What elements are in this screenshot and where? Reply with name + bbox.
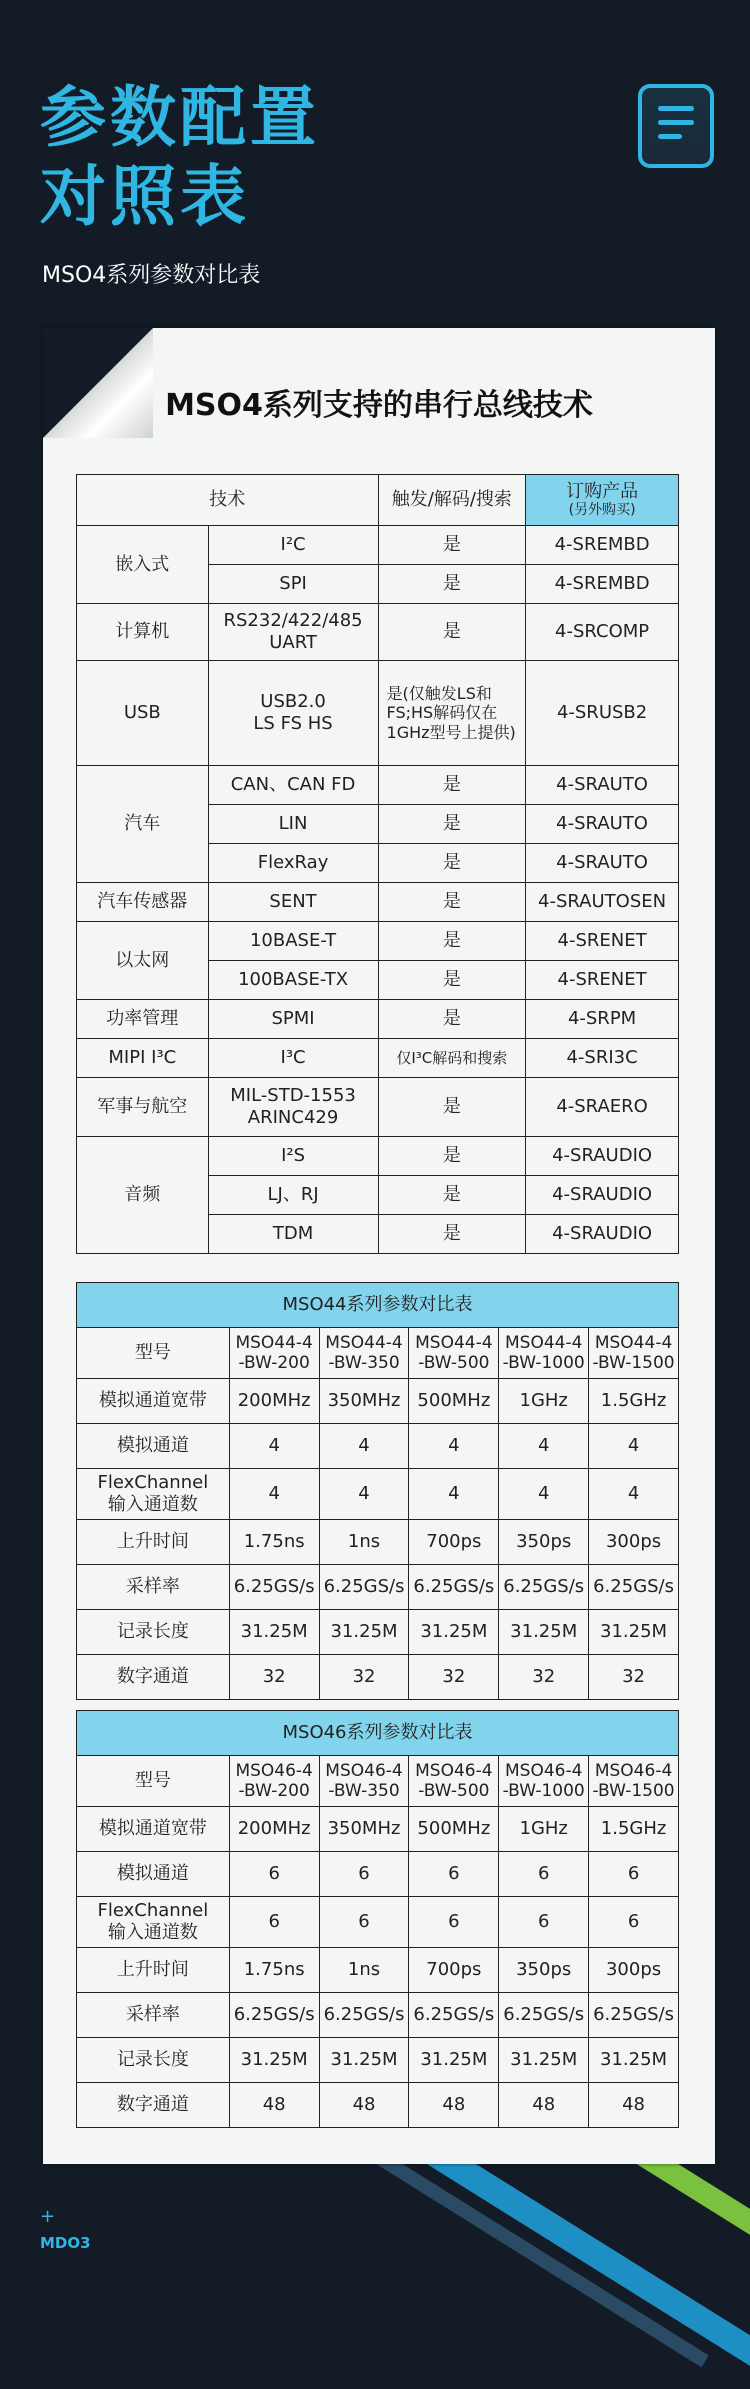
row-product: 4-SRAUDIO xyxy=(526,1215,679,1254)
value-cell: 4 xyxy=(499,1469,589,1520)
value-cell: 48 xyxy=(319,2083,409,2128)
row-trigger: 是 xyxy=(378,961,526,1000)
model-cell: MSO44-4 -BW-500 xyxy=(409,1328,499,1379)
value-cell: 6 xyxy=(589,1852,679,1897)
row-tech: 10BASE-T xyxy=(208,922,378,961)
model-cell: MSO46-4 -BW-200 xyxy=(229,1756,319,1807)
value-cell: 300ps xyxy=(589,1948,679,1993)
row-trigger: 仅I³C解码和搜索 xyxy=(378,1039,526,1078)
value-cell: 4 xyxy=(229,1469,319,1520)
row-trigger: 是 xyxy=(378,1137,526,1176)
value-cell: 1.75ns xyxy=(229,1948,319,1993)
value-cell: 31.25M xyxy=(229,1610,319,1655)
value-cell: 1.5GHz xyxy=(589,1379,679,1424)
value-cell: 6 xyxy=(319,1897,409,1948)
value-cell: 32 xyxy=(499,1655,589,1700)
value-cell: 32 xyxy=(229,1655,319,1700)
value-cell: 6 xyxy=(409,1897,499,1948)
row-trigger: 是 xyxy=(378,766,526,805)
row-category: 功率管理 xyxy=(77,1000,209,1039)
value-cell: 48 xyxy=(409,2083,499,2128)
serial-bus-table xyxy=(76,474,679,1254)
row-product: 4-SRAERO xyxy=(526,1078,679,1137)
value-cell: 4 xyxy=(409,1424,499,1469)
row-tech: I²C xyxy=(208,526,378,565)
row-trigger: 是 xyxy=(378,1078,526,1137)
row-trigger: 是 xyxy=(378,844,526,883)
value-cell: 500MHz xyxy=(409,1807,499,1852)
value-cell: 6.25GS/s xyxy=(589,1565,679,1610)
value-cell: 6.25GS/s xyxy=(319,1993,409,2038)
row-product: 4-SRUSB2 xyxy=(526,661,679,766)
row-product: 4-SRAUDIO xyxy=(526,1137,679,1176)
row-trigger: 是 xyxy=(378,1000,526,1039)
row-trigger: 是 xyxy=(378,805,526,844)
row-category: 军事与航空 xyxy=(77,1078,209,1137)
row-product: 4-SRAUTO xyxy=(526,766,679,805)
value-cell: 200MHz xyxy=(229,1379,319,1424)
spec-label: 模拟通道 xyxy=(77,1424,230,1469)
row-tech: LJ、RJ xyxy=(208,1176,378,1215)
row-product: 4-SRI3C xyxy=(526,1039,679,1078)
value-cell: 1GHz xyxy=(499,1807,589,1852)
model-cell: MSO46-4 -BW-1000 xyxy=(499,1756,589,1807)
row-tech: TDM xyxy=(208,1215,378,1254)
row-trigger: 是 xyxy=(378,526,526,565)
value-cell: 48 xyxy=(229,2083,319,2128)
spec-label: 模拟通道宽带 xyxy=(77,1807,230,1852)
value-cell: 31.25M xyxy=(409,2038,499,2083)
row-category: 嵌入式 xyxy=(77,526,209,604)
row-tech: I²S xyxy=(208,1137,378,1176)
value-cell: 31.25M xyxy=(229,2038,319,2083)
row-tech: FlexRay xyxy=(208,844,378,883)
row-trigger: 是 xyxy=(378,1215,526,1254)
value-cell: 4 xyxy=(589,1469,679,1520)
spec-label: 采样率 xyxy=(77,1565,230,1610)
value-cell: 6 xyxy=(229,1897,319,1948)
row-tech: USB2.0 LS FS HS xyxy=(208,661,378,766)
header-tech: 技术 xyxy=(77,475,379,526)
model-cell: MSO44-4 -BW-1500 xyxy=(589,1328,679,1379)
mso46-caption: MSO46系列参数对比表 xyxy=(77,1711,679,1756)
row-tech: I³C xyxy=(208,1039,378,1078)
row-product: 4-SRENET xyxy=(526,961,679,1000)
value-cell: 48 xyxy=(589,2083,679,2128)
value-cell: 350MHz xyxy=(319,1807,409,1852)
value-cell: 6 xyxy=(499,1852,589,1897)
value-cell: 1.5GHz xyxy=(589,1807,679,1852)
page-title-line1: 参数配置 xyxy=(40,79,320,156)
page-title xyxy=(40,78,320,236)
value-cell: 31.25M xyxy=(499,2038,589,2083)
value-cell: 4 xyxy=(499,1424,589,1469)
card-title: MSO4系列支持的串行总线技术 xyxy=(165,388,593,423)
mso46-table xyxy=(76,1710,679,2128)
header-order-label: 订购产品 xyxy=(566,480,639,502)
row-product: 4-SRENET xyxy=(526,922,679,961)
row-trigger: 是 xyxy=(378,604,526,661)
page-title-line2: 对照表 xyxy=(40,158,250,236)
value-cell: 6 xyxy=(589,1897,679,1948)
row-product: 4-SRPM xyxy=(526,1000,679,1039)
value-cell: 6.25GS/s xyxy=(499,1993,589,2038)
model-cell: MSO44-4 -BW-350 xyxy=(319,1328,409,1379)
model-cell: MSO46-4 -BW-500 xyxy=(409,1756,499,1807)
row-category: 汽车 xyxy=(77,766,209,883)
value-cell: 6.25GS/s xyxy=(229,1565,319,1610)
value-cell: 32 xyxy=(409,1655,499,1700)
row-tech: SENT xyxy=(208,883,378,922)
value-cell: 31.25M xyxy=(499,1610,589,1655)
value-cell: 31.25M xyxy=(319,2038,409,2083)
spec-label: FlexChannel 输入通道数 xyxy=(77,1897,230,1948)
value-cell: 31.25M xyxy=(589,2038,679,2083)
spec-label: 型号 xyxy=(77,1756,230,1807)
value-cell: 31.25M xyxy=(409,1610,499,1655)
spec-label: 采样率 xyxy=(77,1993,230,2038)
spec-label: 数字通道 xyxy=(77,1655,230,1700)
brand-logo: MDO3 xyxy=(40,2234,91,2252)
value-cell: 4 xyxy=(589,1424,679,1469)
model-cell: MSO46-4 -BW-1500 xyxy=(589,1756,679,1807)
row-product: 4-SRAUDIO xyxy=(526,1176,679,1215)
row-trigger: 是 xyxy=(378,1176,526,1215)
spec-label: FlexChannel 输入通道数 xyxy=(77,1469,230,1520)
row-category: 汽车传感器 xyxy=(77,883,209,922)
model-cell: MSO44-4 -BW-200 xyxy=(229,1328,319,1379)
spec-label: 记录长度 xyxy=(77,1610,230,1655)
spec-label: 型号 xyxy=(77,1328,230,1379)
row-product: 4-SRCOMP xyxy=(526,604,679,661)
value-cell: 6.25GS/s xyxy=(409,1993,499,2038)
value-cell: 350ps xyxy=(499,1520,589,1565)
value-cell: 4 xyxy=(409,1469,499,1520)
value-cell: 48 xyxy=(499,2083,589,2128)
row-trigger: 是 xyxy=(378,565,526,604)
spec-label: 上升时间 xyxy=(77,1948,230,1993)
value-cell: 1ns xyxy=(319,1520,409,1565)
value-cell: 6 xyxy=(499,1897,589,1948)
row-product: 4-SRAUTOSEN xyxy=(526,883,679,922)
spec-label: 数字通道 xyxy=(77,2083,230,2128)
value-cell: 1.75ns xyxy=(229,1520,319,1565)
value-cell: 700ps xyxy=(409,1520,499,1565)
value-cell: 31.25M xyxy=(589,1610,679,1655)
value-cell: 31.25M xyxy=(319,1610,409,1655)
value-cell: 4 xyxy=(319,1424,409,1469)
header-order-note: (另外购买) xyxy=(568,502,636,519)
row-category: 以太网 xyxy=(77,922,209,1000)
value-cell: 6.25GS/s xyxy=(229,1993,319,2038)
row-tech: CAN、CAN FD xyxy=(208,766,378,805)
content-card xyxy=(43,328,715,2164)
row-product: 4-SREMBD xyxy=(526,565,679,604)
value-cell: 1ns xyxy=(319,1948,409,1993)
mso44-table xyxy=(76,1282,679,1700)
value-cell: 6 xyxy=(409,1852,499,1897)
value-cell: 32 xyxy=(319,1655,409,1700)
header-trigger: 触发/解码/搜索 xyxy=(378,475,526,526)
row-trigger: 是 xyxy=(378,922,526,961)
value-cell: 200MHz xyxy=(229,1807,319,1852)
plus-icon: + xyxy=(40,2206,56,2227)
row-tech: SPI xyxy=(208,565,378,604)
row-tech: LIN xyxy=(208,805,378,844)
value-cell: 6.25GS/s xyxy=(499,1565,589,1610)
value-cell: 32 xyxy=(589,1655,679,1700)
value-cell: 350MHz xyxy=(319,1379,409,1424)
spec-label: 记录长度 xyxy=(77,2038,230,2083)
value-cell: 6.25GS/s xyxy=(589,1993,679,2038)
value-cell: 6.25GS/s xyxy=(409,1565,499,1610)
value-cell: 300ps xyxy=(589,1520,679,1565)
row-product: 4-SRAUTO xyxy=(526,805,679,844)
row-category: USB xyxy=(77,661,209,766)
value-cell: 4 xyxy=(229,1424,319,1469)
spec-label: 上升时间 xyxy=(77,1520,230,1565)
model-cell: MSO46-4 -BW-350 xyxy=(319,1756,409,1807)
value-cell: 6 xyxy=(229,1852,319,1897)
menu-icon[interactable] xyxy=(638,84,714,168)
row-product: 4-SRAUTO xyxy=(526,844,679,883)
spec-label: 模拟通道宽带 xyxy=(77,1379,230,1424)
value-cell: 1GHz xyxy=(499,1379,589,1424)
value-cell: 700ps xyxy=(409,1948,499,1993)
row-tech: SPMI xyxy=(208,1000,378,1039)
page-subtitle: MSO4系列参数对比表 xyxy=(42,263,261,288)
value-cell: 350ps xyxy=(499,1948,589,1993)
row-tech: 100BASE-TX xyxy=(208,961,378,1000)
row-product: 4-SREMBD xyxy=(526,526,679,565)
value-cell: 6 xyxy=(319,1852,409,1897)
header-order xyxy=(526,475,679,526)
value-cell: 500MHz xyxy=(409,1379,499,1424)
row-trigger: 是(仅触发LS和FS;HS解码仅在1GHz型号上提供) xyxy=(378,661,526,766)
row-tech: MIL-STD-1553 ARINC429 xyxy=(208,1078,378,1137)
value-cell: 6.25GS/s xyxy=(319,1565,409,1610)
mso44-caption: MSO44系列参数对比表 xyxy=(77,1283,679,1328)
row-tech: RS232/422/485 UART xyxy=(208,604,378,661)
spec-label: 模拟通道 xyxy=(77,1852,230,1897)
row-category: 音频 xyxy=(77,1137,209,1254)
row-category: 计算机 xyxy=(77,604,209,661)
row-category: MIPI I³C xyxy=(77,1039,209,1078)
row-trigger: 是 xyxy=(378,883,526,922)
value-cell: 4 xyxy=(319,1469,409,1520)
model-cell: MSO44-4 -BW-1000 xyxy=(499,1328,589,1379)
